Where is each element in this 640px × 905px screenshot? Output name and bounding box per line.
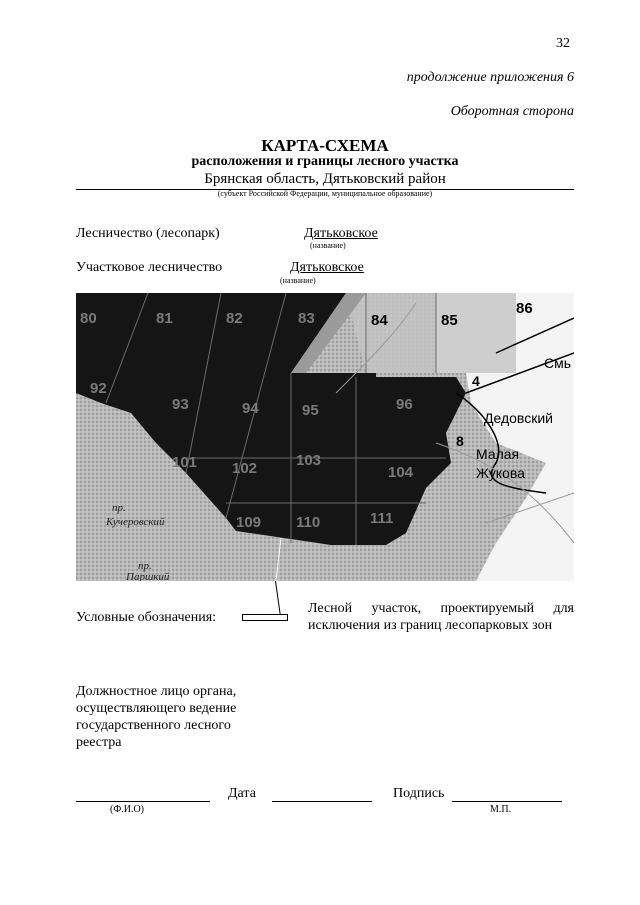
page-number: 32 — [556, 36, 570, 51]
svg-text:Паршкий: Паршкий — [126, 571, 170, 581]
svg-text:82: 82 — [226, 310, 243, 327]
svg-text:92: 92 — [90, 380, 107, 397]
district-forestry-value: Дятьковское — [290, 260, 364, 275]
region: Брянская область, Дятьковский район — [204, 171, 446, 187]
stamp-caption: М.П. — [490, 804, 512, 815]
svg-text:103: 103 — [296, 452, 322, 469]
svg-text:пр.: пр. — [138, 560, 152, 572]
legend-leader-line — [275, 581, 281, 615]
svg-text:109: 109 — [236, 514, 262, 531]
region-caption: (субъект Российской Федерации, муниципальное образование) — [217, 189, 433, 198]
district-forestry-label: Участковое лесничество — [76, 260, 223, 275]
document-subtitle: расположения и границы лесного участка — [191, 154, 459, 169]
svg-text:пр.: пр. — [112, 502, 126, 514]
forestry-value: Дятьковское — [304, 226, 378, 241]
svg-text:8: 8 — [456, 433, 464, 449]
svg-text:95: 95 — [302, 402, 319, 419]
signature-label: Подпись — [393, 786, 445, 801]
date-line — [272, 801, 372, 802]
document-title: КАРТА-СХЕМА — [261, 136, 389, 155]
svg-text:Кучеровский: Кучеровский — [106, 516, 165, 528]
svg-text:104: 104 — [388, 464, 414, 481]
svg-text:81: 81 — [156, 310, 173, 327]
svg-text:Дедовский: Дедовский — [484, 410, 553, 426]
legend-title: Условные обозначения: — [76, 610, 217, 625]
svg-text:102: 102 — [232, 460, 258, 477]
forestry-label: Лесничество (лесопарк) — [76, 226, 220, 241]
fio-line — [76, 801, 210, 802]
svg-text:111: 111 — [370, 510, 394, 527]
svg-text:86: 86 — [516, 300, 533, 317]
date-label: Дата — [228, 786, 256, 801]
svg-text:94: 94 — [242, 400, 259, 417]
continuation-note: продолжение приложения 6 — [406, 70, 574, 85]
legend-symbol — [242, 614, 288, 621]
svg-text:Смь: Смь — [544, 355, 572, 371]
svg-text:110: 110 — [296, 514, 321, 531]
svg-text:96: 96 — [396, 396, 413, 413]
svg-text:4: 4 — [472, 373, 480, 389]
side-note: Оборотная сторона — [450, 104, 574, 119]
svg-text:80: 80 — [80, 310, 97, 327]
svg-text:101: 101 — [172, 454, 198, 471]
fio-caption: (Ф.И.О) — [110, 804, 145, 815]
forest-map — [76, 293, 574, 581]
signature-line — [452, 801, 562, 802]
svg-text:84: 84 — [371, 312, 388, 329]
svg-text:Малая: Малая — [476, 446, 520, 462]
legend-text: Лесной участок, проектируемый для исключения из границ лесопарковых зон — [308, 601, 574, 633]
forestry-caption: (название) — [310, 241, 346, 250]
svg-text:Жукова: Жукова — [476, 465, 525, 481]
svg-text:93: 93 — [172, 396, 189, 413]
official-label: Должностное лицо органа, осуществляющего ведение государственного лесного реестра — [76, 684, 237, 750]
svg-text:85: 85 — [441, 312, 458, 329]
district-forestry-caption: (название) — [280, 276, 316, 285]
svg-text:83: 83 — [298, 310, 315, 327]
